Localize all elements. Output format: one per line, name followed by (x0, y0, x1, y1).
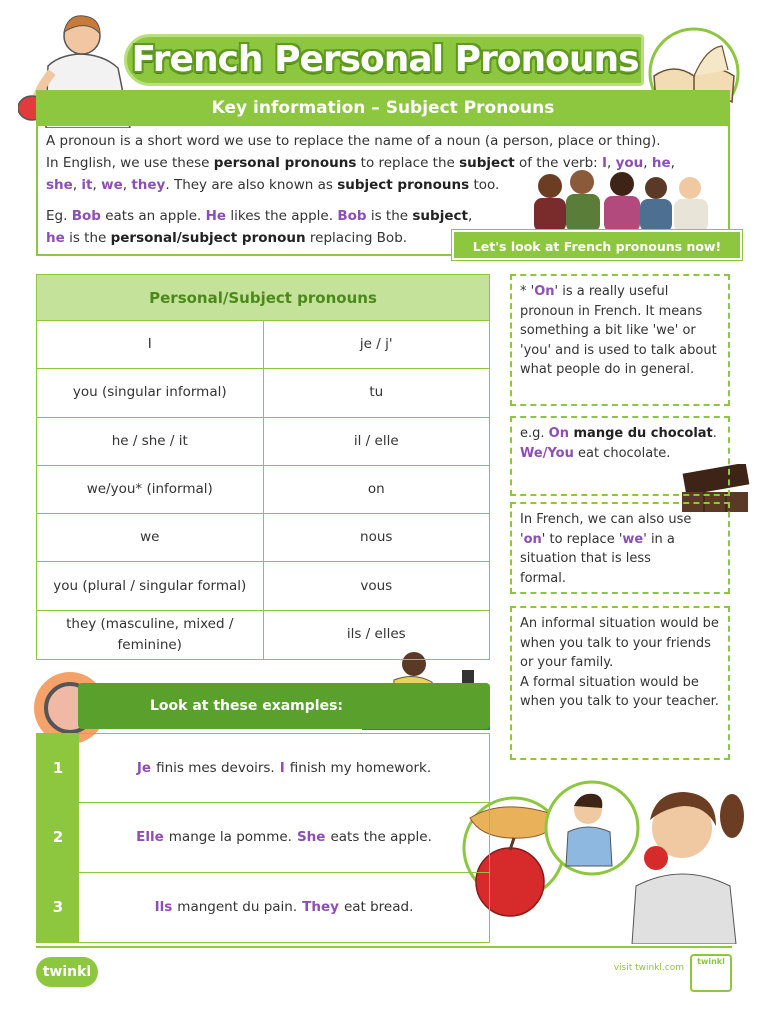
key-info-line-2: In English, we use these personal pronouns to replace the subject of the verb: I, you, he, (46, 155, 675, 171)
example-he: He (205, 208, 227, 224)
pronoun-he: he (651, 155, 671, 171)
pronoun-she: she (46, 177, 73, 193)
french-cell: il / elle (353, 432, 399, 449)
french-rest: mange la pomme. (168, 829, 292, 846)
lets-look-banner: Let's look at French pronouns now! (452, 230, 742, 260)
english-cell: you (plural / singular formal) (37, 562, 264, 609)
key-info-example (46, 205, 516, 249)
text: too. (469, 177, 500, 193)
example-sentence (79, 873, 489, 942)
page-title: French Personal Pronouns (131, 39, 639, 80)
example-number: 2 (37, 803, 79, 871)
text: ' in a situation that is less formal. (520, 531, 675, 586)
text: to replace the (356, 155, 460, 171)
pronoun-we: we (101, 177, 123, 193)
text: eats an apple. (100, 208, 206, 224)
example-line-1 (46, 205, 516, 227)
note-informal-text: An informal situation would be when you talk to your friends or your family. (520, 616, 719, 670)
english-cell: they (masculine, mixed / feminine) (37, 611, 264, 659)
pronoun-table (36, 274, 490, 660)
pronoun-i: I (601, 155, 608, 171)
pronoun-they: they (131, 177, 166, 193)
english-cell: we (37, 514, 264, 561)
english-cell: he / she / it (37, 418, 264, 465)
girl-apple-illustration (620, 776, 754, 944)
examples-table (36, 733, 490, 943)
table-row (37, 803, 489, 872)
english-rest: finish my homework. (289, 760, 432, 777)
key-info-line-3: she, it, we, they. They are also known as subject pronouns too. (46, 177, 500, 193)
note-on-word: On (534, 284, 555, 299)
table-row (37, 611, 489, 659)
example-he: he (46, 230, 65, 246)
english-pronoun: I (279, 760, 285, 777)
french-pronoun: Ils (154, 899, 173, 916)
note-formal-informal (510, 606, 730, 760)
visit-link[interactable]: visit twinkl.com (613, 963, 684, 973)
french-cell: on (367, 481, 385, 498)
text: is the (366, 208, 413, 224)
text: , (467, 208, 473, 224)
note-on-explanation (510, 274, 730, 406)
english-cell: I (37, 321, 264, 368)
text-bold: subject (412, 208, 468, 224)
text: Eg. (46, 208, 72, 224)
french-cell: nous (360, 529, 393, 546)
french-rest: mangent du pain. (177, 899, 298, 916)
table-row (37, 514, 489, 562)
table-row (37, 734, 489, 803)
twinkl-logo[interactable]: twinkl (36, 957, 98, 987)
english-pronoun: She (296, 829, 326, 846)
english-pronoun: They (302, 899, 339, 916)
note-on-word: on (523, 531, 542, 547)
table-row (37, 369, 489, 417)
example-sentence (79, 803, 489, 871)
text: . (712, 426, 717, 441)
english-cell: you (singular informal) (37, 369, 264, 416)
note-eg-on: On (548, 426, 569, 441)
french-cell: ils / elles (346, 626, 406, 643)
examples-title: Look at these examples: (150, 698, 344, 714)
table-row (37, 418, 489, 466)
text: ' to replace ' (541, 531, 623, 547)
example-number: 1 (37, 734, 79, 802)
text-bold: personal/subject pronoun (110, 230, 306, 246)
text: * ' (520, 284, 535, 299)
text: . They are also known as (165, 177, 338, 193)
french-pronoun: Je (136, 760, 152, 777)
french-pronoun: Elle (136, 829, 164, 846)
text: ' is a really useful pronoun in French. It means something a bit like 'we' or 'you' and is used to talk about what people do in general. (520, 284, 717, 377)
text: of the verb: (514, 155, 602, 171)
french-rest: finis mes devoirs. (156, 760, 275, 777)
text-bold: subject (459, 155, 515, 171)
text: replacing Bob. (305, 230, 408, 246)
text: e.g. (520, 426, 549, 441)
note-formal-text: A formal situation would be when you talk to your teacher. (520, 674, 719, 709)
french-cell: tu (369, 384, 384, 401)
pronoun-you: you (615, 155, 644, 171)
table-row (37, 321, 489, 369)
english-rest: eat bread. (343, 899, 414, 916)
french-cell: je / j' (359, 336, 393, 353)
pronoun-it: it (81, 177, 93, 193)
note-eg-weyou: We/You (520, 445, 574, 461)
footer-divider (36, 946, 732, 948)
note-informal-use (510, 502, 730, 594)
example-number: 3 (37, 873, 79, 942)
quality-badge-text: twinkl (697, 957, 725, 966)
text-bold: personal pronouns (213, 155, 357, 171)
text: likes the apple. (226, 208, 338, 224)
french-cell: vous (360, 577, 393, 594)
english-cell: we/you* (informal) (37, 466, 264, 513)
key-info-title: Key information – Subject Pronouns (211, 98, 555, 118)
example-line-2 (46, 227, 516, 249)
key-info-paragraph (46, 130, 726, 196)
example-bob: Bob (71, 208, 101, 224)
text: In English, we use these (46, 155, 214, 171)
note-example (510, 416, 730, 496)
pronoun-table-header: Personal/Subject pronouns (37, 275, 489, 321)
key-info-line-1: A pronoun is a short word we use to replace the name of a noun (a person, place or thing). (46, 133, 661, 149)
table-row (37, 873, 489, 942)
table-row (37, 562, 489, 610)
text-bold: mange du chocolat (568, 426, 713, 441)
example-sentence (79, 734, 489, 802)
example-bob: Bob (337, 208, 367, 224)
english-rest: eats the apple. (330, 829, 432, 846)
text: is the (64, 230, 111, 246)
table-row (37, 466, 489, 514)
text: In French, we can also use ' (520, 512, 692, 547)
text: eat chocolate. (573, 445, 671, 461)
note-we-word: we (622, 531, 644, 547)
text-bold: subject pronouns (337, 177, 470, 193)
